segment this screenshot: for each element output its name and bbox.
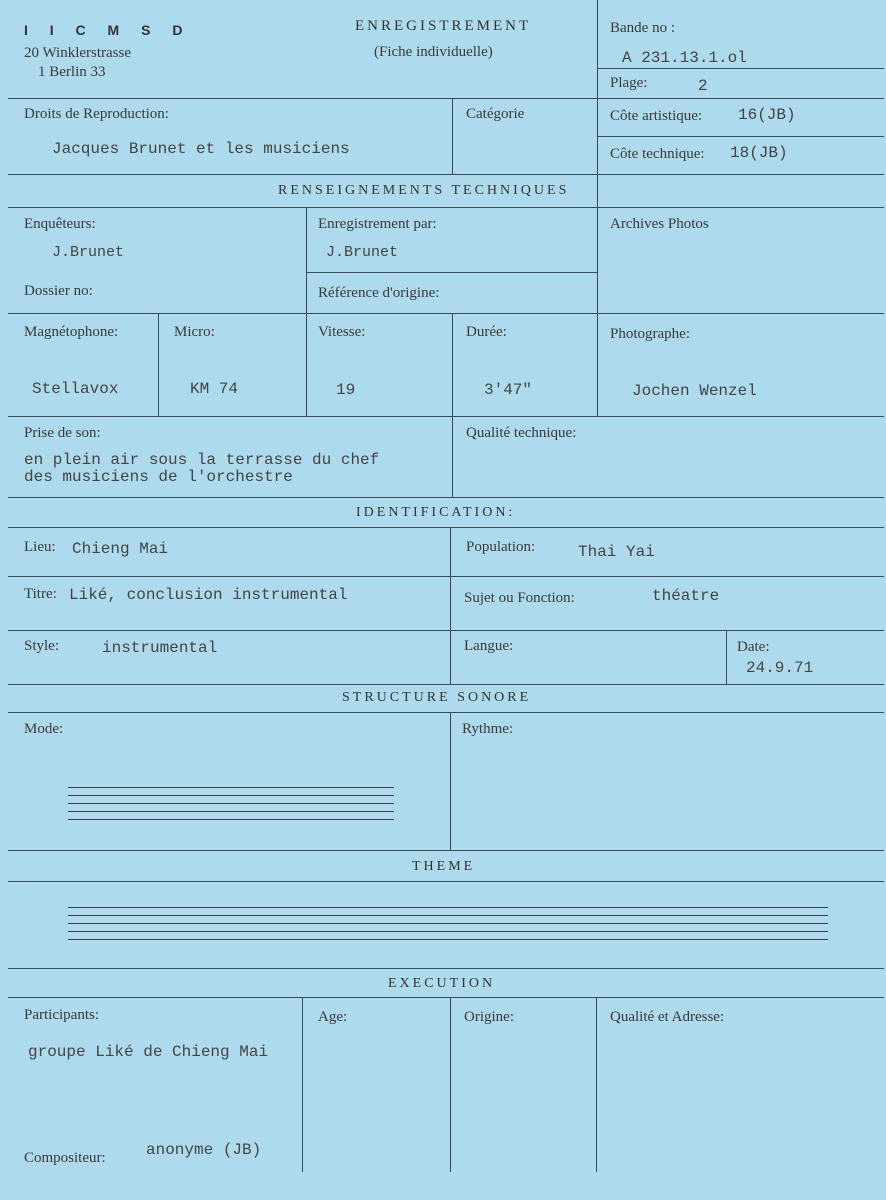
droits-label: Droits de Reproduction: bbox=[24, 106, 169, 122]
form-title: ENREGISTREMENT bbox=[355, 18, 532, 34]
prise-de-son-line-2: des musiciens de l'orchestre bbox=[24, 468, 293, 486]
rule bbox=[8, 527, 884, 528]
staff-line bbox=[68, 907, 828, 908]
duree-label: Durée: bbox=[466, 324, 507, 340]
dossier-label: Dossier no: bbox=[24, 283, 93, 299]
archives-photos-label: Archives Photos bbox=[610, 216, 709, 232]
section-theme: THEME bbox=[412, 859, 476, 874]
enregistrement-par-value: J.Brunet bbox=[326, 244, 399, 261]
participants-label: Participants: bbox=[24, 1007, 99, 1023]
rule bbox=[452, 98, 453, 174]
prise-de-son-label: Prise de son: bbox=[24, 425, 101, 441]
magnetophone-label: Magnétophone: bbox=[24, 324, 119, 340]
reference-label: Référence d'origine: bbox=[318, 285, 440, 301]
photographe-label: Photographe: bbox=[610, 326, 690, 342]
rule bbox=[8, 850, 884, 851]
bande-value: A 231.13.1.ol bbox=[622, 49, 747, 67]
date-label: Date: bbox=[737, 639, 770, 655]
staff-line bbox=[68, 915, 828, 916]
rule bbox=[8, 712, 884, 713]
org-name: I I C M S D bbox=[24, 22, 192, 38]
rule bbox=[8, 497, 884, 498]
langue-label: Langue: bbox=[464, 638, 514, 654]
rythme-label: Rythme: bbox=[462, 721, 514, 737]
sujet-label: Sujet ou Fonction: bbox=[464, 590, 575, 606]
micro-label: Micro: bbox=[174, 324, 215, 340]
rule bbox=[726, 630, 727, 684]
section-renseignements: RENSEIGNEMENTS TECHNIQUES bbox=[278, 183, 570, 198]
rule bbox=[597, 0, 598, 313]
titre-value: Liké, conclusion instrumental bbox=[69, 586, 348, 604]
micro-value: KM 74 bbox=[190, 380, 239, 398]
address-line-1: 20 Winklerstrasse bbox=[24, 45, 132, 61]
staff-line bbox=[68, 923, 828, 924]
lieu-value: Chieng Mai bbox=[72, 540, 169, 558]
qualite-adresse-label: Qualité et Adresse: bbox=[610, 1009, 725, 1025]
staff-line bbox=[68, 787, 394, 788]
rule bbox=[306, 272, 597, 273]
style-label: Style: bbox=[24, 638, 60, 654]
compositeur-label: Compositeur: bbox=[24, 1150, 106, 1166]
section-identification: IDENTIFICATION: bbox=[356, 505, 516, 520]
date-value: 24.9.71 bbox=[746, 659, 814, 677]
bande-label: Bande no : bbox=[610, 20, 675, 36]
qualite-technique-label: Qualité technique: bbox=[466, 425, 577, 441]
compositeur-value: anonyme (JB) bbox=[146, 1141, 262, 1159]
magnetophone-value: Stellavox bbox=[32, 380, 119, 398]
cote-artistique-value: 16(JB) bbox=[738, 106, 796, 124]
rule bbox=[158, 313, 159, 416]
rule bbox=[8, 174, 884, 175]
rule bbox=[8, 630, 884, 631]
form-subtitle: (Fiche individuelle) bbox=[374, 44, 493, 60]
rule bbox=[596, 997, 597, 1172]
staff-line bbox=[68, 931, 828, 932]
droits-value: Jacques Brunet et les musiciens bbox=[52, 140, 350, 158]
staff-line bbox=[68, 819, 394, 820]
rule bbox=[452, 313, 453, 497]
titre-label: Titre: bbox=[24, 586, 57, 602]
participants-value: groupe Liké de Chieng Mai bbox=[28, 1043, 269, 1061]
photographe-value: Jochen Wenzel bbox=[632, 382, 757, 400]
rule bbox=[8, 881, 884, 882]
cote-artistique-label: Côte artistique: bbox=[610, 108, 703, 124]
rule bbox=[597, 98, 884, 99]
rule bbox=[8, 576, 884, 577]
staff-line bbox=[68, 795, 394, 796]
section-structure-sonore: STRUCTURE SONORE bbox=[342, 690, 532, 705]
categorie-label: Catégorie bbox=[466, 106, 525, 122]
rule bbox=[8, 313, 884, 314]
cote-technique-label: Côte technique: bbox=[610, 146, 705, 162]
population-value: Thai Yai bbox=[578, 543, 655, 561]
duree-value: 3'47" bbox=[484, 381, 533, 399]
rule bbox=[597, 313, 598, 416]
plage-value: 2 bbox=[698, 77, 708, 95]
rule bbox=[8, 416, 884, 417]
rule bbox=[302, 997, 303, 1172]
mode-label: Mode: bbox=[24, 721, 64, 737]
origine-label: Origine: bbox=[464, 1009, 514, 1025]
population-label: Population: bbox=[466, 539, 536, 555]
address-line-2: 1 Berlin 33 bbox=[38, 64, 106, 80]
vitesse-label: Vitesse: bbox=[318, 324, 366, 340]
age-label: Age: bbox=[318, 1009, 348, 1025]
rule bbox=[8, 997, 884, 998]
cote-technique-value: 18(JB) bbox=[730, 144, 788, 162]
rule bbox=[8, 207, 884, 208]
vitesse-value: 19 bbox=[336, 381, 356, 399]
rule bbox=[450, 527, 451, 684]
lieu-label: Lieu: bbox=[24, 539, 56, 555]
style-value: instrumental bbox=[102, 639, 218, 657]
rule bbox=[597, 136, 884, 137]
staff-line bbox=[68, 803, 394, 804]
rule bbox=[450, 997, 451, 1172]
rule bbox=[450, 712, 451, 850]
rule bbox=[8, 98, 598, 99]
section-execution: EXECUTION bbox=[388, 976, 496, 991]
rule bbox=[306, 207, 307, 416]
rule bbox=[8, 968, 884, 969]
rule bbox=[8, 684, 884, 685]
enqueteurs-value: J.Brunet bbox=[52, 244, 125, 261]
enqueteurs-label: Enquêteurs: bbox=[24, 216, 96, 232]
enregistrement-par-label: Enregistrement par: bbox=[318, 216, 437, 232]
staff-line bbox=[68, 811, 394, 812]
sujet-value: théatre bbox=[652, 587, 720, 605]
plage-label: Plage: bbox=[610, 75, 648, 91]
staff-line bbox=[68, 939, 828, 940]
rule bbox=[597, 68, 884, 69]
prise-de-son-line-1: en plein air sous la terrasse du chef bbox=[24, 451, 380, 469]
